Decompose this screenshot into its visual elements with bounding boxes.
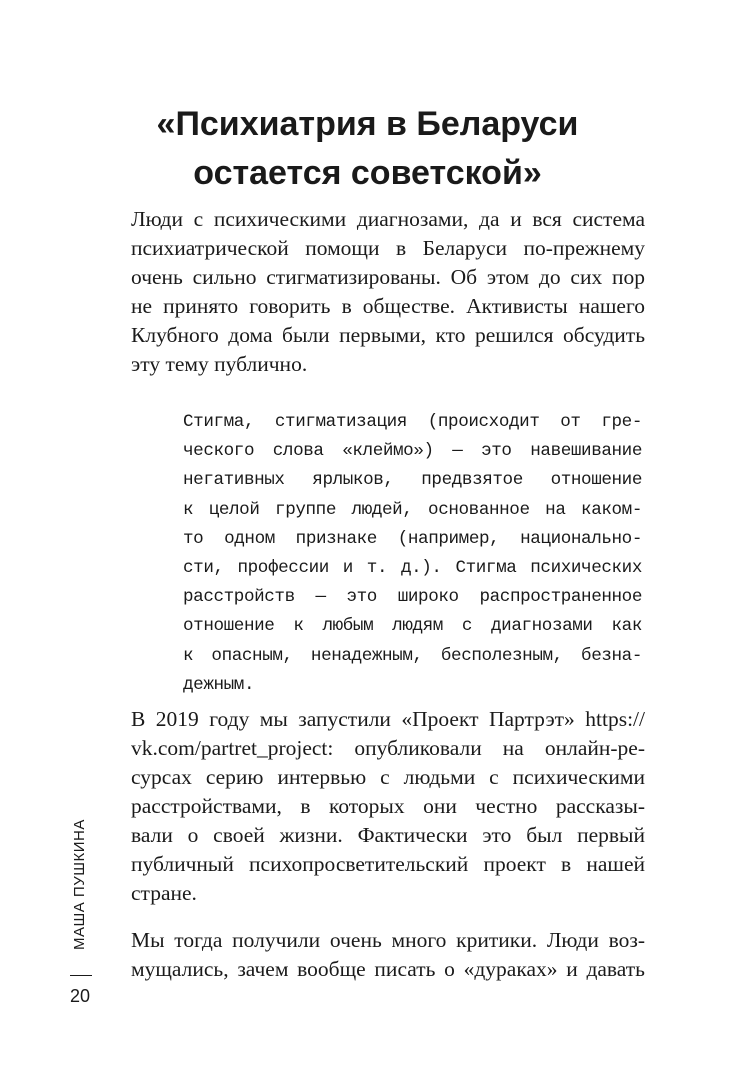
page-title	[0, 100, 735, 198]
callout-line: к целой группе людей, основанное на каком-	[183, 499, 642, 520]
title-line: «Психиатрия в Беларуси	[156, 105, 579, 143]
definition-callout	[183, 408, 642, 700]
text-line: В 2019 году мы запустили «Проект Партрэт» https://	[131, 707, 645, 731]
callout-line: то одном признаке (например, национально-	[183, 528, 642, 549]
paragraph-criticism	[131, 926, 645, 984]
callout-line: дежным.	[183, 674, 255, 695]
callout-line: сти, профессии и т. д.). Стигма психических	[183, 558, 642, 579]
callout-line: негативных ярлыков, предвзятое отношение	[183, 470, 642, 491]
callout-line: расстройств — это широко распространенное	[183, 587, 642, 608]
callout-line: отношение к любым людям с диагнозами как	[183, 616, 642, 637]
text-line: Люди с психическими диагнозами, да и вся система	[131, 207, 645, 231]
callout-line: к опасным, ненадежным, бесполезным, безна-	[183, 645, 642, 666]
text-line: эту тему публично.	[131, 352, 308, 376]
page-number: 20	[69, 986, 91, 1006]
text-line: вали о своей жизни. Фактически это был первый	[131, 823, 645, 847]
text-line: расстройствами, в которых они честно рассказы-	[131, 794, 645, 818]
paragraph-project	[131, 705, 645, 908]
text-line: vk.com/partret_project: опубликовали на онлайн-ре-	[131, 736, 645, 760]
text-line: стране.	[131, 881, 197, 905]
text-line: не принято говорить в обществе. Активисты нашего	[131, 294, 645, 318]
text-line: психиатрической помощи в Беларуси по-прежнему	[131, 236, 645, 260]
text-line: Мы тогда получили очень много критики. Люди воз-	[131, 928, 645, 952]
title-line: остается советской»	[193, 154, 542, 192]
margin-divider	[70, 975, 92, 976]
callout-line: ческого слова «клеймо») — это навешивание	[183, 441, 642, 462]
text-line: Клубного дома были первыми, кто решился обсудить	[131, 323, 645, 347]
text-line: публичный психопросветительский проект в нашей	[131, 852, 645, 876]
text-line: сурсах серию интервью с людьми с психическими	[131, 765, 645, 789]
paragraph-intro	[131, 205, 645, 379]
callout-line: Стигма, стигматизация (происходит от гре-	[183, 412, 642, 432]
author-running-head: МАША ПУШКИНА	[71, 819, 88, 951]
text-line: мущались, зачем вообще писать о «дураках» и давать	[131, 957, 645, 981]
text-line: очень сильно стигматизированы. Об этом до сих пор	[131, 265, 645, 289]
